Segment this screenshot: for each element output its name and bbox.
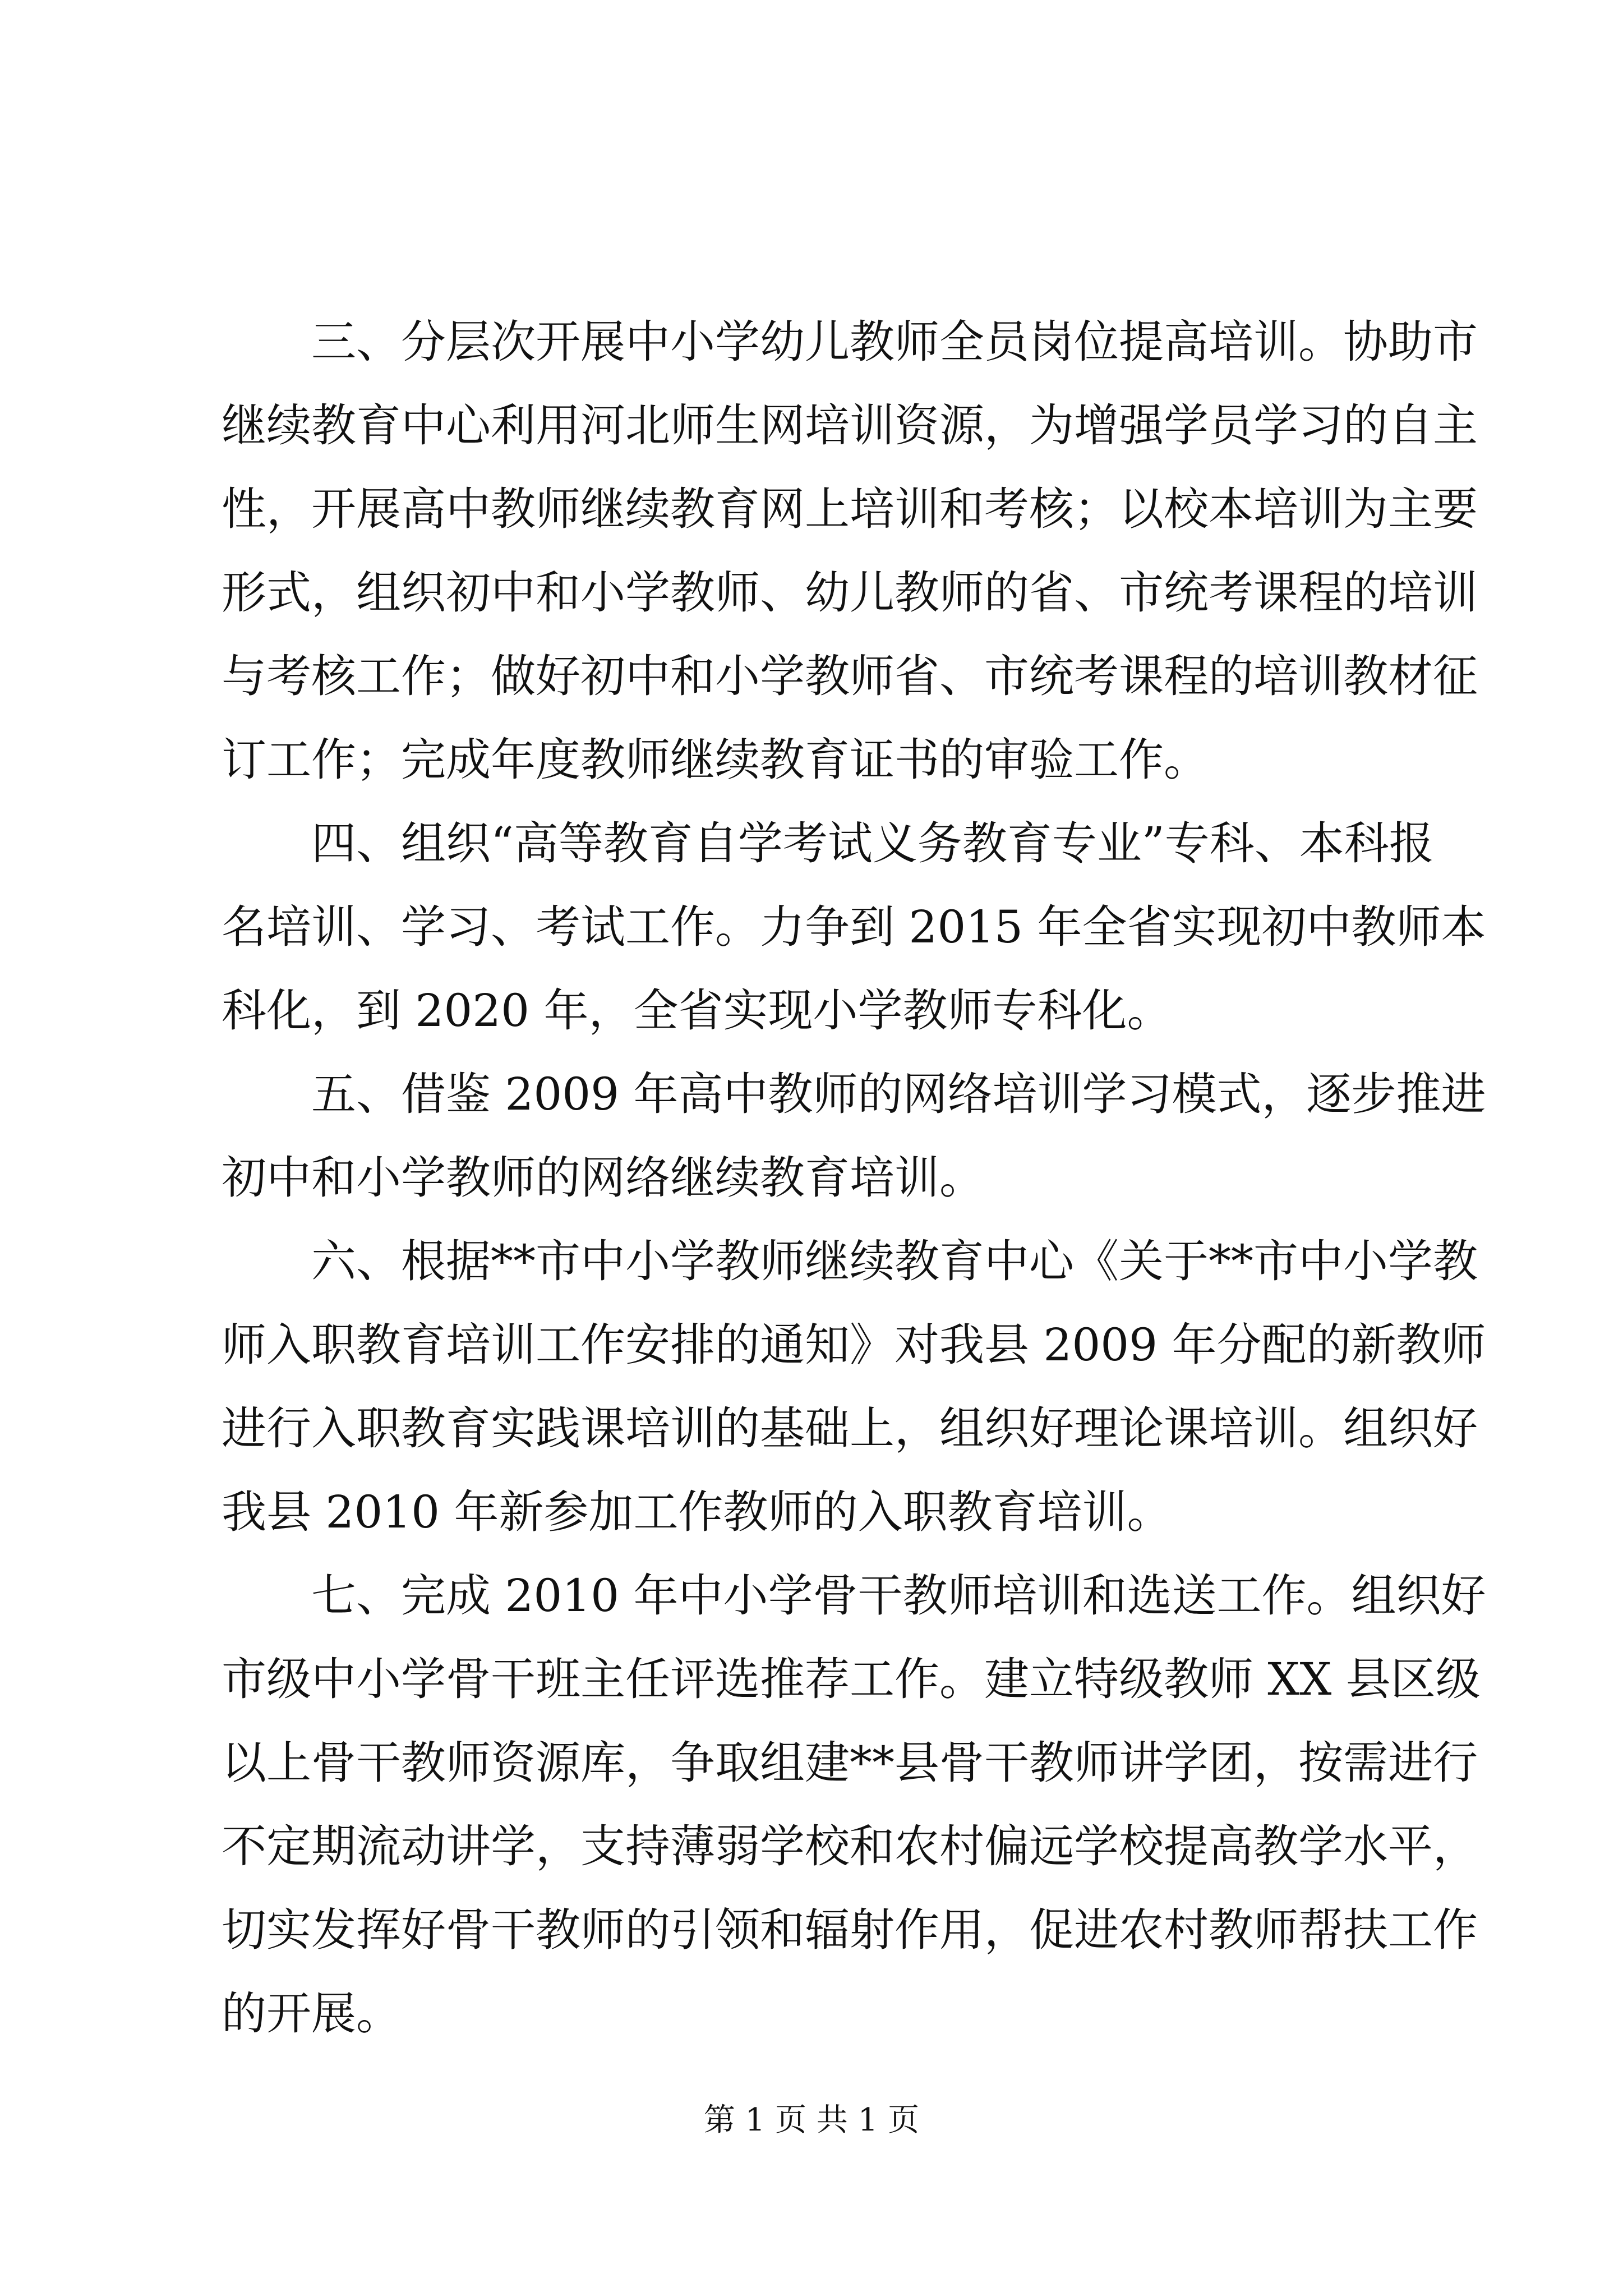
paragraph-7-line-5: 切实发挥好骨干教师的引领和辐射作用，促进农村教师帮扶工作 <box>222 1904 1478 1956</box>
paragraph-7-line-4: 不定期流动讲学，支持薄弱学校和农村偏远学校提高教学水平， <box>222 1820 1478 1872</box>
paragraph-7-line-3: 以上骨干教师资源库，争取组建**县骨干教师讲学团，按需进行 <box>222 1737 1478 1789</box>
paragraph-7-line-2: 市级中小学骨干班主任评选推荐工作。建立特级教师 XX 县区级 <box>222 1653 1481 1705</box>
paragraph-7-line-1: 七、完成 2010 年中小学骨干教师培训和选送工作。组织好 <box>311 1570 1486 1622</box>
paragraph-5-line-2: 初中和小学教师的网络继续教育培训。 <box>222 1152 984 1204</box>
page-number-footer: 第 1 页 共 1 页 <box>703 2102 920 2138</box>
paragraph-6-line-4: 我县 2010 年新参加工作教师的入职教育培训。 <box>222 1486 1172 1538</box>
paragraph-3-line-5: 与考核工作；做好初中和小学教师省、市统考课程的培训教材征 <box>222 650 1478 702</box>
paragraph-3-line-4: 形式，组织初中和小学教师、幼儿教师的省、市统考课程的培训 <box>222 567 1478 619</box>
paragraph-7-line-6: 的开展。 <box>222 1987 401 2040</box>
paragraph-3-line-2: 继续教育中心利用河北师生网培训资源，为增强学员学习的自主 <box>222 399 1478 452</box>
paragraph-3-line-1: 三、分层次开展中小学幼儿教师全员岗位提高培训。协助市 <box>311 316 1478 368</box>
paragraph-5-line-1: 五、借鉴 2009 年高中教师的网络培训学习模式，逐步推进 <box>311 1068 1486 1120</box>
paragraph-6-line-2: 师入职教育培训工作安排的通知》对我县 2009 年分配的新教师 <box>222 1319 1486 1371</box>
paragraph-6-line-1: 六、根据**市中小学教师继续教育中心《关于**市中小学教 <box>311 1235 1478 1287</box>
paragraph-3-line-6: 订工作；完成年度教师继续教育证书的审验工作。 <box>222 734 1209 786</box>
paragraph-3-line-3: 性，开展高中教师继续教育网上培训和考核；以校本培训为主要 <box>222 483 1478 535</box>
paragraph-4-line-3: 科化，到 2020 年，全省实现小学教师专科化。 <box>222 984 1172 1037</box>
paragraph-4-line-1: 四、组织“高等教育自学考试义务教育专业”专科、本科报 <box>311 817 1434 869</box>
paragraph-6-line-3: 进行入职教育实践课培训的基础上，组织好理论课培训。组织好 <box>222 1402 1478 1455</box>
paragraph-4-line-2: 名培训、学习、考试工作。力争到 2015 年全省实现初中教师本 <box>222 901 1486 953</box>
